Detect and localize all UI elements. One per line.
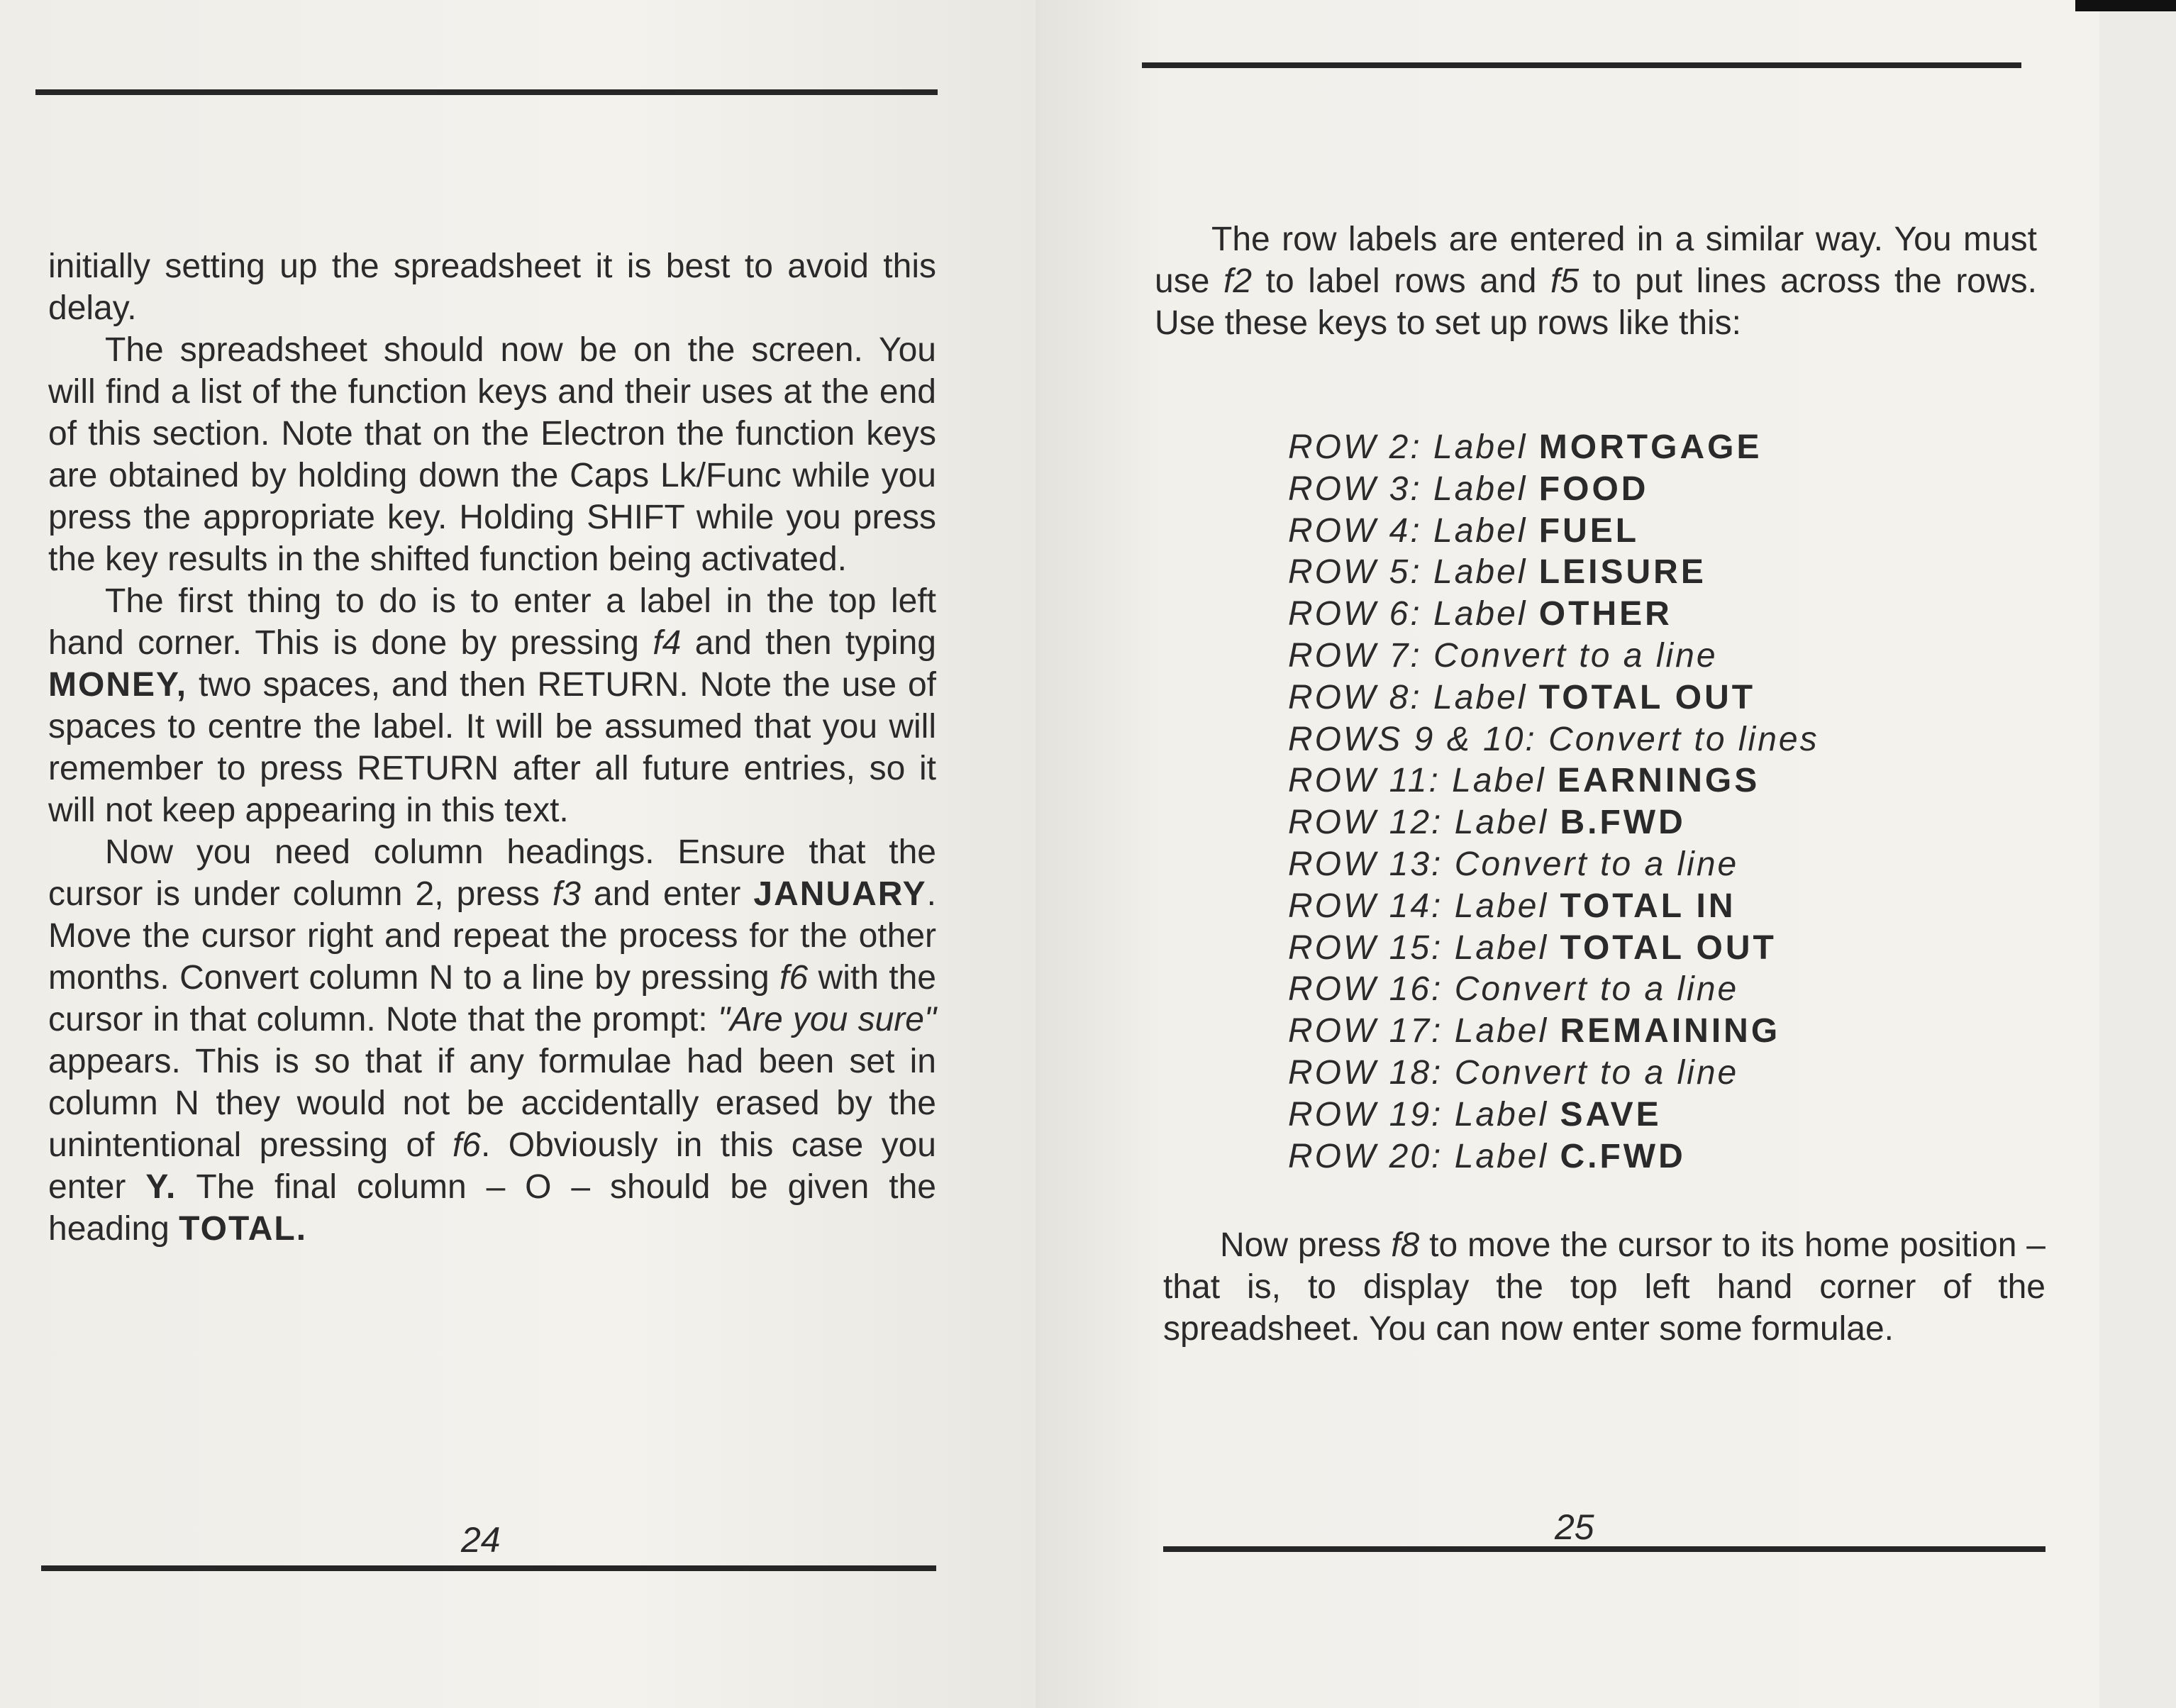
row-label-value: TOTAL OUT [1538,678,1756,716]
row-instruction: ROW 11: Label [1288,762,1558,800]
bold-run: JANUARY [753,875,927,913]
text-run: to put lines across the rows. Use these keys to set up rows like this: [1155,262,2038,342]
row-label-line [1288,552,1819,594]
row-label-line [1288,760,1819,802]
row-label-line [1288,969,1819,1011]
row-instruction: ROW 5: Label [1288,553,1539,592]
row-label-value: B.FWD [1560,804,1686,842]
text-run: with the cursor in that column. Note that the prompt: [48,959,936,1038]
paragraph [48,329,936,580]
row-label-line [1288,719,1819,761]
right-top-rule [1142,62,2021,68]
page-number: 24 [461,1520,501,1560]
text-run: appears. This is so that if any formulae had been set in column N they would not be accidentally erased by the unintentional pressing of [48,1043,936,1164]
row-label-line [1288,802,1819,844]
row-instruction: ROW 16: Convert to a line [1288,970,1739,1009]
row-label-line [1288,844,1819,886]
row-instruction: ROW 8: Label [1288,678,1539,716]
row-label-line [1288,1053,1819,1094]
row-label-value: LEISURE [1538,553,1706,592]
paragraph [48,831,936,1250]
row-instruction: ROW 7: Convert to a line [1288,636,1718,675]
paragraph [1155,218,2037,344]
bold-run: TOTAL. [179,1210,308,1248]
bold-run: Y. [145,1168,177,1206]
text-run: Now you need column headings. Ensure that the cursor is under column 2, press [48,833,936,913]
row-label-value: TOTAL OUT [1560,928,1777,967]
row-instruction: ROW 17: Label [1288,1012,1560,1050]
page-edge [2099,0,2176,1708]
row-label-value: C.FWD [1560,1137,1686,1175]
row-label-value: FUEL [1538,511,1640,550]
italic-run: f2 [1223,262,1253,300]
text-run: to move the cursor to its home position – that is, to display the top left hand corner of the spreadsheet. You can now enter some formulae. [1163,1226,2045,1348]
right-bottom-rule [1163,1546,2045,1552]
bold-run: MONEY, [48,666,188,704]
row-instruction: ROW 3: Label [1288,470,1539,508]
italic-run: f3 [552,875,581,913]
text-run: . Move the cursor right and repeat the process for the other months. Convert column N to a line by pressing [48,875,937,997]
text-run: The spreadsheet should now be on the screen. You will find a list of the function keys and their uses at the end of this section. Note that on the Electron the function keys are obtained by holding down the Caps Lk/Func while you press the appropriate key. Holding SHIFT while you press the key results in the shifted function being activated. [48,331,936,578]
row-label-value: OTHER [1538,595,1672,633]
row-label-line [1288,1094,1819,1136]
paragraph [48,580,936,831]
right-intro-text [1155,218,2037,344]
row-label-line [1288,469,1819,511]
text-run: The final column – O – should be given the heading [48,1168,936,1248]
row-label-line [1288,636,1819,677]
text-run: The first thing to do is to enter a label in the top left hand corner. This is done by pressing [48,582,936,662]
row-instruction: ROW 20: Label [1288,1137,1560,1175]
text-run: . Obviously in this case you enter [48,1126,936,1206]
page-number: 25 [1555,1507,1594,1547]
text-run: and enter [580,875,754,913]
italic-run: f6 [779,959,809,997]
row-instruction: ROW 13: Convert to a line [1288,845,1739,883]
row-label-line [1288,1011,1819,1053]
text-run: initially setting up the spreadsheet it is best to avoid this delay. [48,248,936,327]
italic-run: "Are you sure" [717,1001,936,1038]
text-run: and then typing [681,624,936,662]
paragraph [48,245,936,329]
right-outro-text [1163,1224,2045,1350]
row-instruction: ROW 18: Convert to a line [1288,1053,1739,1092]
row-instruction: ROW 6: Label [1288,595,1539,633]
scan-edge [2075,0,2176,11]
row-instruction: ROW 15: Label [1288,928,1560,967]
left-bottom-rule [41,1565,936,1571]
italic-run: f4 [653,624,682,662]
row-label-line [1288,886,1819,928]
row-label-line [1288,1136,1819,1178]
row-label-value: SAVE [1560,1095,1662,1133]
row-label-value: FOOD [1538,470,1649,508]
left-top-rule [35,89,938,95]
row-label-line [1288,511,1819,553]
row-label-line [1288,427,1819,469]
row-label-line [1288,677,1819,719]
italic-run: f8 [1391,1226,1420,1264]
text-run: The row labels are entered in a similar way. You must use [1155,221,2037,300]
row-instruction: ROW 14: Label [1288,887,1560,925]
paragraph [1163,1224,2045,1350]
row-instruction: ROW 19: Label [1288,1095,1560,1133]
row-label-value: REMAINING [1560,1012,1781,1050]
row-label-list [1288,427,1819,1177]
text-run: two spaces, and then RETURN. Note the use of spaces to centre the label. It will be assumed that you will remember to press RETURN after all future entries, so it will not keep appearing in this text. [48,666,936,829]
left-body-text [48,245,936,1250]
row-label-line [1288,594,1819,636]
text-run: Now press [1220,1226,1392,1264]
italic-run: f6 [452,1126,481,1164]
row-instruction: ROW 12: Label [1288,804,1560,842]
row-label-value: MORTGAGE [1538,428,1763,466]
text-run: to label rows and [1252,262,1551,300]
row-instruction: ROW 4: Label [1288,511,1539,550]
row-label-value: EARNINGS [1557,762,1760,800]
row-instruction: ROWS 9 & 10: Convert to lines [1288,720,1819,758]
row-label-value: TOTAL IN [1560,887,1736,925]
row-instruction: ROW 2: Label [1288,428,1539,466]
row-label-line [1288,928,1819,970]
italic-run: f5 [1550,262,1580,300]
